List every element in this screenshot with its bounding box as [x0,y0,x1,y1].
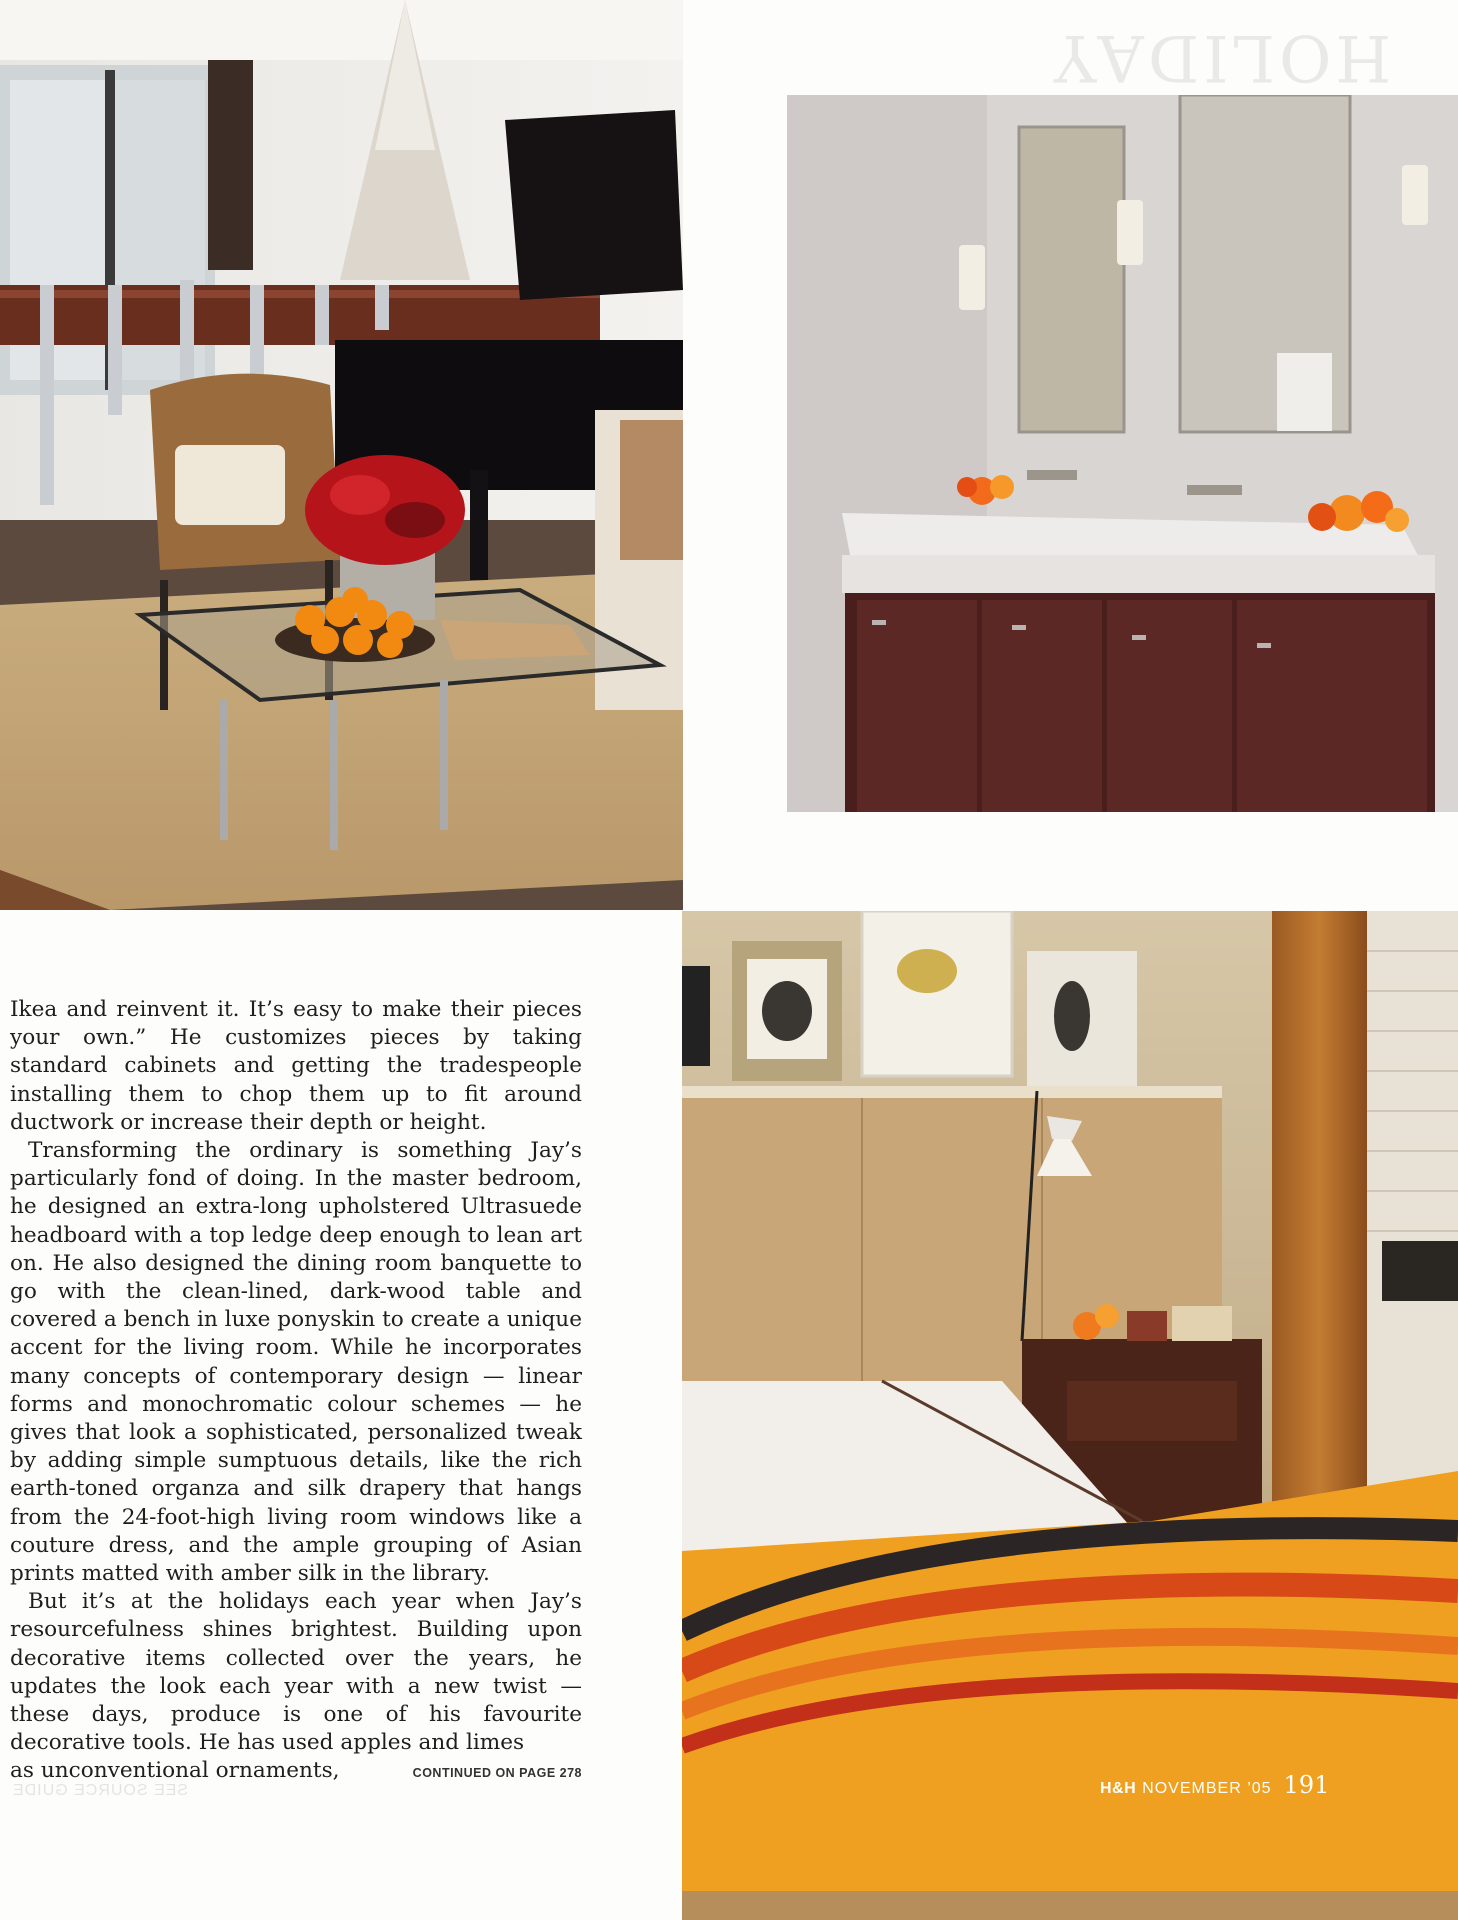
paragraph-1: Ikea and reinvent it. It’s easy to make their pieces your own.” He customizes pieces by taking standard cabinets and getting the tradespeople installing them to chop them up to fit around ductwork or increase their depth or height. [10,997,582,1135]
page-number: 191 [1283,1771,1330,1799]
issue-date: NOVEMBER ’05 [1142,1780,1272,1797]
bedroom-photo [682,911,1458,1920]
living-room-photo [0,0,683,910]
bathroom-photo [787,95,1458,812]
holiday-watermark: HOLIDAY [1050,20,1392,94]
paragraph-3: But it’s at the holidays each year when Jay’s resourcefulness shines brightest. Building upon decorative items collected over the years, he updates the look each year with a new twist — these days, produce is one of his favourite decorative tools. He has used apples and limes [10,1589,582,1756]
continued-on-page: CONTINUED ON PAGE 278 [412,1766,582,1781]
article-body [10,996,582,1788]
page-folio [1100,1771,1350,1799]
source-guide-ghost: SEE SOURCE GUIDE [12,1782,189,1799]
paragraph-2: Transforming the ordinary is something Jay’s particularly fond of doing. In the master bedroom, he designed an extra-long upholstered Ultrasuede headboard with a top ledge deep enough to lean art on. He also designed the dining room banquette to go with the clean-lined, dark-wood table and covered a bench in luxe ponyskin to create a unique accent for the living room. While he incorporates many concepts of contemporary design — linear forms and monochromatic colour schemes — he gives that look a sophisticated, personalized tweak by adding simple sumptuous details, like the rich earth-toned organza and silk drapery that hangs from the 24-foot-high living room windows like a couture dress, and the ample grouping of Asian prints matted with amber silk in the library. [10,1138,582,1587]
magazine-brand: H&H [1100,1780,1137,1797]
paragraph-3-ending: as unconventional ornaments, [10,1758,340,1784]
